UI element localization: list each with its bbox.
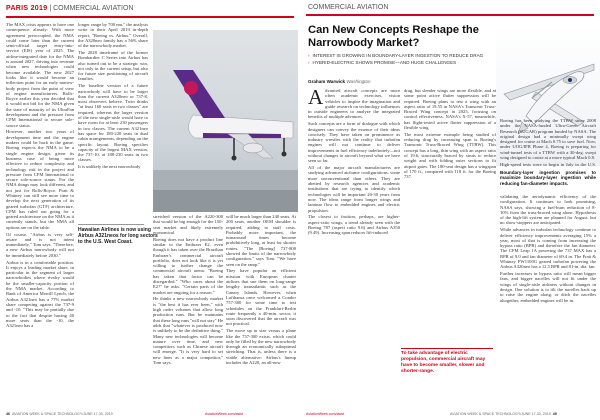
paragraph: longer range by 700 nm," the analysts write in their April 2019 in-depth report, "Boeing vs. Airbus." Overall, the A320neo family has a 56% share of the narrowbody market.: [78, 22, 148, 49]
paragraph: It is unlikely the next narrowbody: [78, 164, 141, 170]
article-column-3: [153, 214, 223, 404]
article-column-3: [500, 118, 596, 168]
left-page-header: PARIS 2019 | COMMERCIAL AVIATION: [6, 5, 134, 12]
paragraph: Airbus is in a comfortable position. It enjoys a leading market share, in particular in the segment of larger narrowbodies where rivalry would be the smaller-capacity portion of the NMA market. According to Bank of America Merrill Lynch, the Airbus A321neo has a 77% market share competing against the 737-9 and -10. "This may be partially due to the fact that despite having 40 more seats than the -10, the A321neo has a: [6, 259, 74, 329]
paragraph: drag, but slender wings are more flexible, and at some point active flutter suppression will be required. Boeing plans to test a wing with an aspect ratio of 19.55 in NASA's Transonic Truss-Braced Wing concept in 2025, focusing on control effectiveness. NASA's X-57, meanwhile, has flight-tested active flutter suppression of a flexible wing.: [404, 88, 496, 131]
article-column-3-top: [500, 22, 596, 102]
article-column-2: [78, 22, 148, 220]
paragraph: Of course, "Airbus is very self-aware and is not intent immediately," Tom says. "Therefore, a new Airbus narrowbody will not be immediately before 2030.": [6, 231, 74, 258]
photo-caption: Hawaiian Airlines is now using Airbus A321neos for long sectors to the U.S. West Coast.: [78, 227, 158, 245]
pull-quote: To take advantage of electric propulsion, commercial aircraft may have to become smaller, slower and shorter-range.: [401, 351, 486, 374]
paragraph: They have popular an efficient mission with European charter airlines that use them on long-range lengthy transatlantic such as the Canary Islands. However, when Lufthansa once welcomed a Condor 757-300 for some time to test schedules on the Frankfurt-Berlin route frequently a 40-min. sector, it soon discovered that the aircraft was not practical.: [226, 268, 296, 327]
paragraph: stretched version of the A220-300 that would be big enough for the 150-seat market and likely extremely economical.: [153, 214, 223, 235]
article-deck: [308, 53, 488, 67]
paragraph: He thinks a new narrowbody market is "the best it has ever been," with high order volumes that allow long production runs. But he maintains that these long runs "will not stay" He adds that "whatever is produced now is unlikely to be the definitive thing." Many new technologies will become mature over time, and new competitors such as Chinese aircraft will emerge. "It is very hard to set new lines as a major competitor," Tom says.: [153, 296, 223, 366]
page-number: 49: [552, 412, 557, 416]
header-rule: [6, 16, 294, 18]
event-label: PARIS 2019: [6, 5, 48, 12]
deck-item: › INTEREST IS GROWING IN BOUNDARY-LAYER INGESTION TO REDUCE DRAG: [308, 53, 484, 58]
website-link[interactable]: AviationWeek.com/awst: [205, 412, 244, 416]
caption-rule: [78, 224, 144, 225]
left-page-footer: [6, 412, 113, 416]
right-page: [300, 0, 600, 420]
paragraph: While advances in turbofan technology continue to deliver efficiency improvements averaging 15% a year, most of that is coming from increasing the bypass ratio (BPR) and therefore the fan diameter. The CFM Leap 1A powering the 737 MAX has a BPR of 9.0 and fan diameter of 69.4 in. The Pratt & Whitney PW1100G geared turbofan powering the Airbus A320neo has a 12.5 BPR and 81-in. dia. fan.: [500, 227, 596, 270]
paragraph: validating the aerodynamic efficiency of the configuration. It continues to look promising, NASA says, showing a fuel-burn reduction of 8-10% from the truss-braced wing alone. Hypothesis of the high-lift system are planned for August, but no show-stoppers are anticipated.: [500, 194, 596, 226]
paragraph: However, another two years of development time and the engine makers could be back in the game. Boeing expects the NMA to be a single engine design, given its business case of being more effective to reduce complexity and technology risk in the project and pressure from CFM International to secure sole-source status. For the NMA things may look different, and not just for Rolls-Royce. Pratt & Whitney can still see more time to develop the next generation of its geared turbofan (GTF) architecture. CFM has ruled out going for a geared architecture on the NMA as it currently stands, but the NMA all options are on the table.: [6, 129, 74, 230]
right-page-header: COMMERCIAL AVIATION: [308, 4, 389, 11]
publication-line: AVIATION WEEK & SPACE TECHNOLOGY/JUNE 17-30, 2019: [12, 412, 113, 416]
byline: [308, 79, 371, 84]
paragraph: Such concepts are a form of dialogue with which designers can convey the essence of their ideas concisely. They have taken on prominence as industry wrestles with the reality that turbofan engines will not continue to deliver improvements in fuel efficiency indefinitely—not without changes to aircraft beyond what we have seen so far.: [308, 121, 400, 164]
author-name: Graham Warwick: [308, 79, 346, 84]
paragraph: High-speed tests were to begin in July in the U.S.: [500, 161, 596, 167]
publication-line: AVIATION WEEK & SPACE TECHNOLOGY/JUNE 17-30, 2019: [450, 412, 551, 416]
article-column-3-bottom: [500, 194, 596, 402]
arrow-icon: ›: [308, 53, 310, 58]
page-number: 46: [6, 412, 10, 416]
right-page-footer-url[interactable]: [306, 412, 344, 416]
paragraph: The baseline version of a future narrowbody will have to be larger than the current A320neo or 737-8, most observers believe. Twin thinks "at least 160 seats in two classes" are required, whereas the larger version of the new single-aisle would have to have room for at least 230 passengers in two classes. The current A321neo has space for 180-220 seats in dual cabin arrangements, depending on the specific layout. Boeing specifies capacity of the largest MAX version, the 737-10, at 188-230 seats in two classes.: [78, 83, 148, 163]
article-title: Can New Concepts Reshape the Narrowbody Market?: [308, 24, 479, 49]
dateline: Washington: [346, 79, 371, 84]
paragraph: The 2028 timeframe of the former Bombardier C Series into Airbus has also turned out to be a strategic win, not only in the current setup, but also for future size positioning of aircraft families.: [78, 49, 148, 82]
article-column-4-top: [226, 22, 296, 27]
paragraph: The MAX crisis appears to have one consequence already: With more agreement preoccupied, the NMA could come later than the current semi-official target entry-into-service (EIS) year of 2025. The airline-integrated date for the NMA is around 2027, driving into revenue when new technologies could become available. The new 2027 looks like it would become an inflection point for an early narrow-body project from the point of view of engine manufacturers. Rolls-Royce earlier this year decided that it would not bid for the NMA given the state of maturity of its UltraFan development and the pressure from CFM International to secure sole-source status.: [6, 22, 74, 128]
section-label: COMMERCIAL AVIATION: [53, 5, 134, 12]
website-link[interactable]: AviationWeek.com/awst: [306, 412, 345, 416]
article-column-1: [6, 22, 74, 402]
right-page-footer: [450, 412, 557, 416]
paragraph: The most extreme example being studied of reducing drag by increasing span is Boeing's Transonic Truss-Braced Wing (TTBW). This concept has a long, thin wing with an aspect ratio of 19.6, structurally braced by struts to reduce weight and with folding outer sections to fit airport gates. The 180-seat design has a wingspan of 170 ft., compared with 118 ft. for the Boeing 737.: [404, 131, 496, 180]
paragraph: Boeing does not have a product line similar to the Embraer E2, even though it has taken over the Brazilian Embraer's commercial aircraft portfolio, does not look like it is yet willing to further change the commercial aircraft arena. "Boeing has taken that factor can be disregarded." "Who cares about the E2?" he asks. "Certain parts of the market are ongoing for a reason.": [153, 236, 223, 295]
paragraph: Further increases in bypass ratio will mean bigger fans, and bigger nacelles will not fit under the wings of single-aisle airliners without changes in design. One solution is to tilt the nacelles back up to raise the engine along, or ditch the nacelles altogether, embedded engines will be in.: [500, 271, 596, 303]
paragraph: will be much larger than 240 seats. At 200 seats, another OEM shoulder is required, adding to staff costs. Probably more important, the turnaround times become prohibitively long, at least for shorter routes. "The [Boeing] 737-800 showed the limits of the narrowbody configuration," says Tom. "We have seen on the ramp.": [226, 214, 296, 267]
side-callout: Boundary-layer ingestion promises to maximize boundary-layer ingestion while reducing fan-diameter impacts.: [500, 170, 596, 186]
paragraph: Advanced aircraft concepts are more often academic exercises, vision vehicles to inspire the imagination and guide research on technology influences in outside engineers to analyze the integrated benefits of multiple advances.: [308, 88, 400, 120]
header-rule: [306, 14, 594, 16]
article-column-4: [226, 214, 296, 404]
hawaiian-airplane-photo: [153, 30, 298, 212]
paragraph: The move up in size versus a plane like the 757-300 exists, which could only be filled by the new narrowbody through an economically suboptimal stretching. That is, unless there is a viable alternative: Airbus's lineup includes the A220, an all-new: [226, 328, 296, 366]
arrow-icon: ›: [308, 60, 310, 65]
airplane-illustration: [153, 30, 298, 212]
article-column-2: [404, 88, 496, 346]
paragraph: Boeing has been studying the TTBW since 2008 under the NASA-funded Ultra-Green Aircraft Research (SUGAR) program funded by NASA. The original design had a minimally swept wing designed for cruise at Mach 0.75 to save fuel. Now, under UOG/IFR Phase 4, Boeing is preparing for wind-tunnel tests of a TTBW with a 30-deg. swept wing designed to cruise at a more typical Mach 0.8.: [500, 118, 596, 161]
drop-cap: A: [308, 88, 324, 109]
pull-quote-rule: [401, 348, 493, 349]
deck-item: › HYBRID-ELECTRIC SHOWS PROMISE—AND HUGE CHALLENGES: [308, 60, 457, 65]
paragraph: All of the major aircraft manufacturers are studying advanced airframe configurations, some more unconventional than others. They are abetted by research agencies and academic institutions that are trying to identify which technologies will be important 20-30 years from now. The ideas range from longer wings and laminar flow to embedded engines and electric propulsion.: [308, 165, 400, 213]
paragraph: The closest to fruition, perhaps, are higher-aspect-ratio wings, a trend already seen with the Boeing 787 (aspect ratio 9.6) and Airbus A350 (9.49). Increasing span reduces lift-induced: [308, 214, 400, 236]
left-page-footer-url[interactable]: [205, 412, 243, 416]
article-column-1: [308, 88, 400, 350]
